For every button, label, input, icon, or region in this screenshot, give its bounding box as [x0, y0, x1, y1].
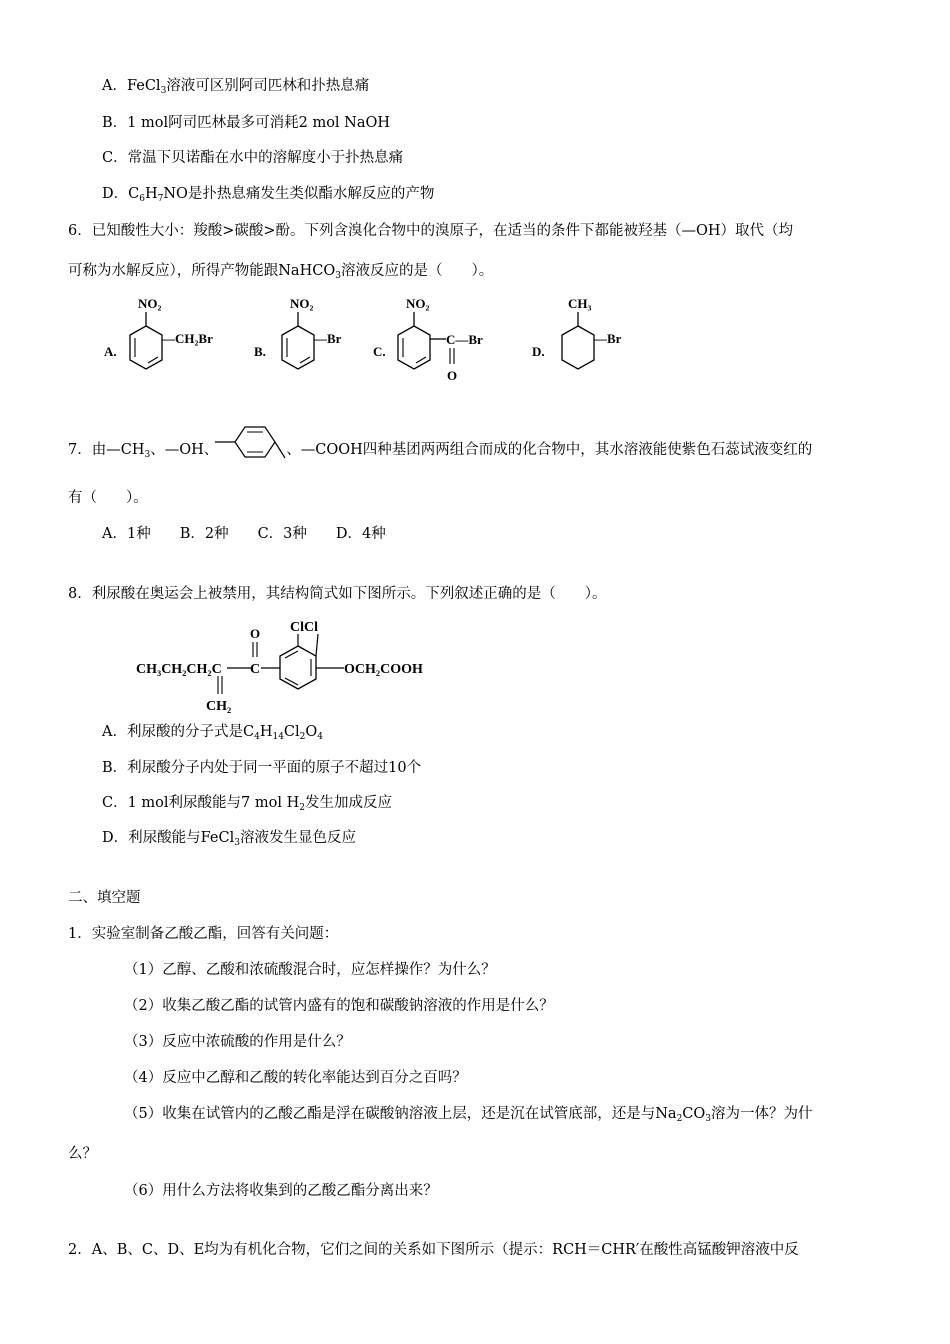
svg-text:CH₂: CH₂ — [206, 699, 232, 714]
q6-stem-line1: 6．已知酸性大小：羧酸>碳酸>酚。下列含溴化合物中的溴原子，在适当的条件下都能被羟基（—OH）取代（均 — [68, 223, 794, 239]
q8-stem: 8．利尿酸在奥运会上被禁用，其结构简式如下图所示。下列叙述正确的是（ ）。 — [68, 586, 607, 602]
svg-text:C.: C. — [373, 344, 386, 359]
s2-q1-part5-cont: 么？ — [68, 1146, 97, 1162]
s2-q1-part2: （2）收集乙酸乙酯的试管内盛有的饱和碳酸钠溶液的作用是什么？ — [124, 998, 554, 1014]
s2-q1-part4: （4）反应中乙醇和乙酸的转化率能达到百分之百吗？ — [124, 1070, 467, 1086]
svg-text:ClCl: ClCl — [290, 620, 318, 635]
svg-text:NO₂: NO₂ — [406, 296, 430, 311]
phenyl-group-icon — [213, 422, 287, 462]
svg-text:—Br: —Br — [314, 331, 342, 346]
q5-option-b: B．1 mol阿司匹林最多可消耗2 mol NaOH — [102, 115, 391, 131]
s2-q1-part3: （3）反应中浓硫酸的作用是什么？ — [124, 1034, 351, 1050]
q8-option-c: C．1 mol利尿酸能与7 mol $H_2$发生加成反应 — [102, 795, 392, 813]
s2-q2-line1: 2．A、B、C、D、E均为有机化合物，它们之间的关系如下图所示（提示：RCH＝CHR′在酸性高锰酸钾溶液中反 — [68, 1242, 799, 1258]
q7-stem-line1: 7．由$—CH_3$、—OH、 、—COOH四种基团两两组合而成的化合物中，其水溶液能使紫色石蕊试液变红的 — [68, 442, 813, 460]
svg-text:CH₃CH₂CH₂C: CH₃CH₂CH₂C — [136, 662, 222, 677]
svg-text:D.: D. — [532, 344, 545, 359]
q6-stem-line2: 可称为水解反应），所得产物能跟NaHCO$_3$溶液反应的是（ ）。 — [68, 263, 494, 281]
svg-text:OCH₂COOH: OCH₂COOH — [344, 662, 423, 677]
section-title: 二、填空题 — [68, 890, 141, 906]
s2-q1-title: 1．实验室制备乙酸乙酯，回答有关问题： — [68, 926, 339, 942]
s2-q1-part5: （5）收集在试管内的乙酸乙酯是浮在碳酸钠溶液上层，还是沉在试管底部，还是与$Na_2CO_3$溶为一体？为什 — [124, 1106, 813, 1124]
svg-text:O: O — [447, 368, 458, 383]
svg-text:NO₂: NO₂ — [138, 296, 162, 311]
q8-option-b: B．利尿酸分子内处于同一平面的原子不超过10个 — [102, 760, 422, 776]
svg-text:—Br: —Br — [594, 331, 622, 346]
structure-c — [373, 296, 483, 383]
q7-stem-line2: 有（ ）。 — [68, 490, 148, 506]
structure-d — [532, 296, 622, 369]
svg-text:NO₂: NO₂ — [290, 296, 314, 311]
q5-option-d: D．$C_6H_7NO$是扑热息痛发生类似酯水解反应的产物 — [102, 186, 435, 204]
structure-a — [104, 296, 213, 369]
svg-text:A.: A. — [104, 344, 117, 359]
q7-options: A．1种 B．2种 C．3种 D．4种 — [102, 526, 386, 542]
svg-text:B.: B. — [254, 344, 266, 359]
q5-option-a: A．FeCl$_3$溶液可区别阿司匹林和扑热息痛 — [102, 78, 370, 96]
q8-option-d: D．利尿酸能与FeCl$_3$溶液发生显色反应 — [102, 830, 356, 848]
q8-option-a: A．利尿酸的分子式是$C_4H_{14}Cl_2O_4$ — [102, 724, 324, 742]
s2-q1-part6: （6）用什么方法将收集到的乙酸乙酯分离出来？ — [124, 1183, 438, 1199]
q5-option-c: C．常温下贝诺酯在水中的溶解度小于扑热息痛 — [102, 150, 404, 166]
structure-b — [254, 296, 342, 369]
q6-structures — [90, 288, 650, 393]
svg-text:C: C — [250, 662, 261, 677]
svg-text:C—Br: C—Br — [446, 332, 483, 347]
svg-text:O: O — [250, 626, 261, 641]
etacrynic-acid-structure — [130, 616, 450, 716]
svg-text:—CH₂Br: —CH₂Br — [162, 331, 213, 346]
svg-text:CH₃: CH₃ — [568, 296, 592, 311]
s2-q1-part1: （1）乙醇、乙酸和浓硫酸混合时，应怎样操作？为什么？ — [124, 962, 496, 978]
